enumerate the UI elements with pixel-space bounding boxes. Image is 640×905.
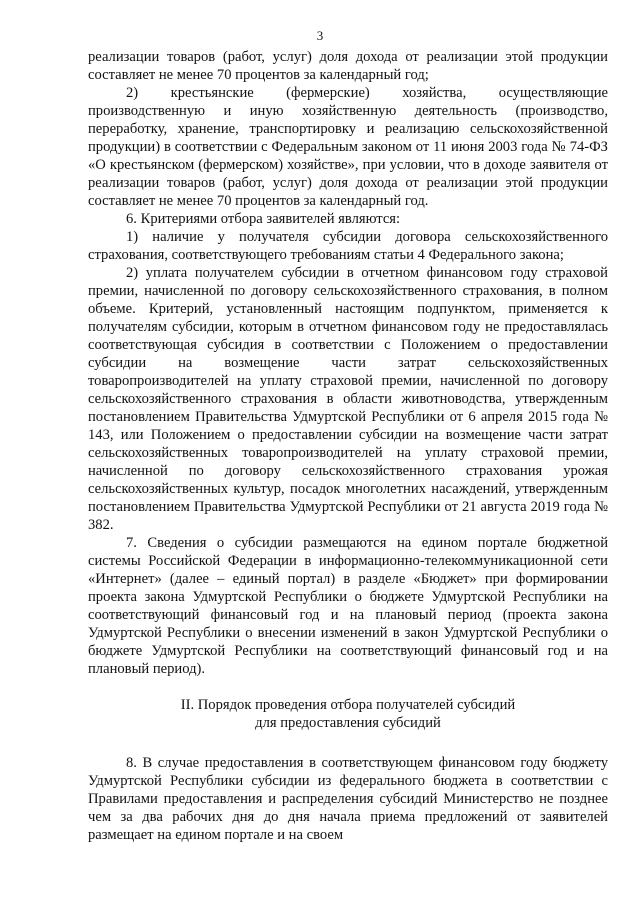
paragraph-item-2: 2) крестьянские (фермерские) хозяйства, осуществляющие производственную и иную хозяйственную деятельность (производство, переработку, хранение, транспортировку и реализацию сельскохозяйственной продукции) в соответствии с Федеральным законом от 11 июня 2003 года № 74-ФЗ «О крестьянском (фермерском) хозяйстве», при условии, что в доходе заявителя от реализации товаров (работ, услуг) доля дохода от реализации этой продукции составляет не менее 70 процентов за календарный год. — [88, 85, 608, 209]
section-heading-line-2: для предоставления субсидий — [255, 715, 441, 731]
paragraph-6-item-2: 2) уплата получателем субсидии в отчетном финансовом году страховой премии, начисленной по договору сельскохозяйственного страхования, в полном объеме. Критерий, установленный настоящим подпунктом, применяется к получателям субсидии, которым в отчетном финансовом году не предоставлялась соответствующая субсидия в соответствии с Положением о предоставлении субсидии на возмещение части затрат сельскохозяйственных товаропроизводителей на уплату страховой премии, начисленной по договору сельскохозяйственного страхования в области животноводства, утвержденным постановлением Правительства Удмуртской Республики от 6 апреля 2015 года № 143, или Положением о предоставлении субсидии на возмещение части затрат сельскохозяйственных товаропроизводителей на уплату страховой премии, начисленной по договору сельскохозяйственного страхования урожая сельскохозяйственных культур, посадок многолетних насаждений, утвержденным постановлением Правительства Удмуртской Республики от 21 августа 2019 года № 382. — [88, 265, 608, 533]
section-heading-line-1: II. Порядок проведения отбора получателей субсидий — [180, 697, 516, 713]
document-body — [88, 48, 608, 844]
paragraph-6: 6. Критериями отбора заявителей являются: — [126, 211, 401, 227]
page-number: 3 — [316, 28, 324, 43]
paragraph-7: 7. Сведения о субсидии размещаются на едином портале бюджетной системы Российской Федерации в информационно-телекоммуникационной сети «Интернет» (далее – единый портал) в разделе «Бюджет» при формировании проекта закона Удмуртской Республики о бюджете Удмуртской Республики на соответствующий финансовый год и на плановый период (проекта закона Удмуртской Республики о внесении изменений в закон Удмуртской Республики о бюджете Удмуртской Республики на соответствующий финансовый год и на плановый период). — [88, 535, 608, 677]
paragraph-6-item-1: 1) наличие у получателя субсидии договора сельскохозяйственного страхования, соответствующего требованиям статьи 4 Федерального закона; — [88, 229, 608, 263]
paragraph-continuation: реализации товаров (работ, услуг) доля дохода от реализации этой продукции составляет не менее 70 процентов за календарный год; — [88, 49, 608, 83]
paragraph-8: 8. В случае предоставления в соответствующем финансовом году бюджету Удмуртской Республики субсидии из федерального бюджета в соответствии с Правилами предоставления и распределения субсидий Министерство не позднее чем за два рабочих дня до дня начала приема предложений от заявителей размещает на едином портале и на своем — [88, 755, 608, 843]
